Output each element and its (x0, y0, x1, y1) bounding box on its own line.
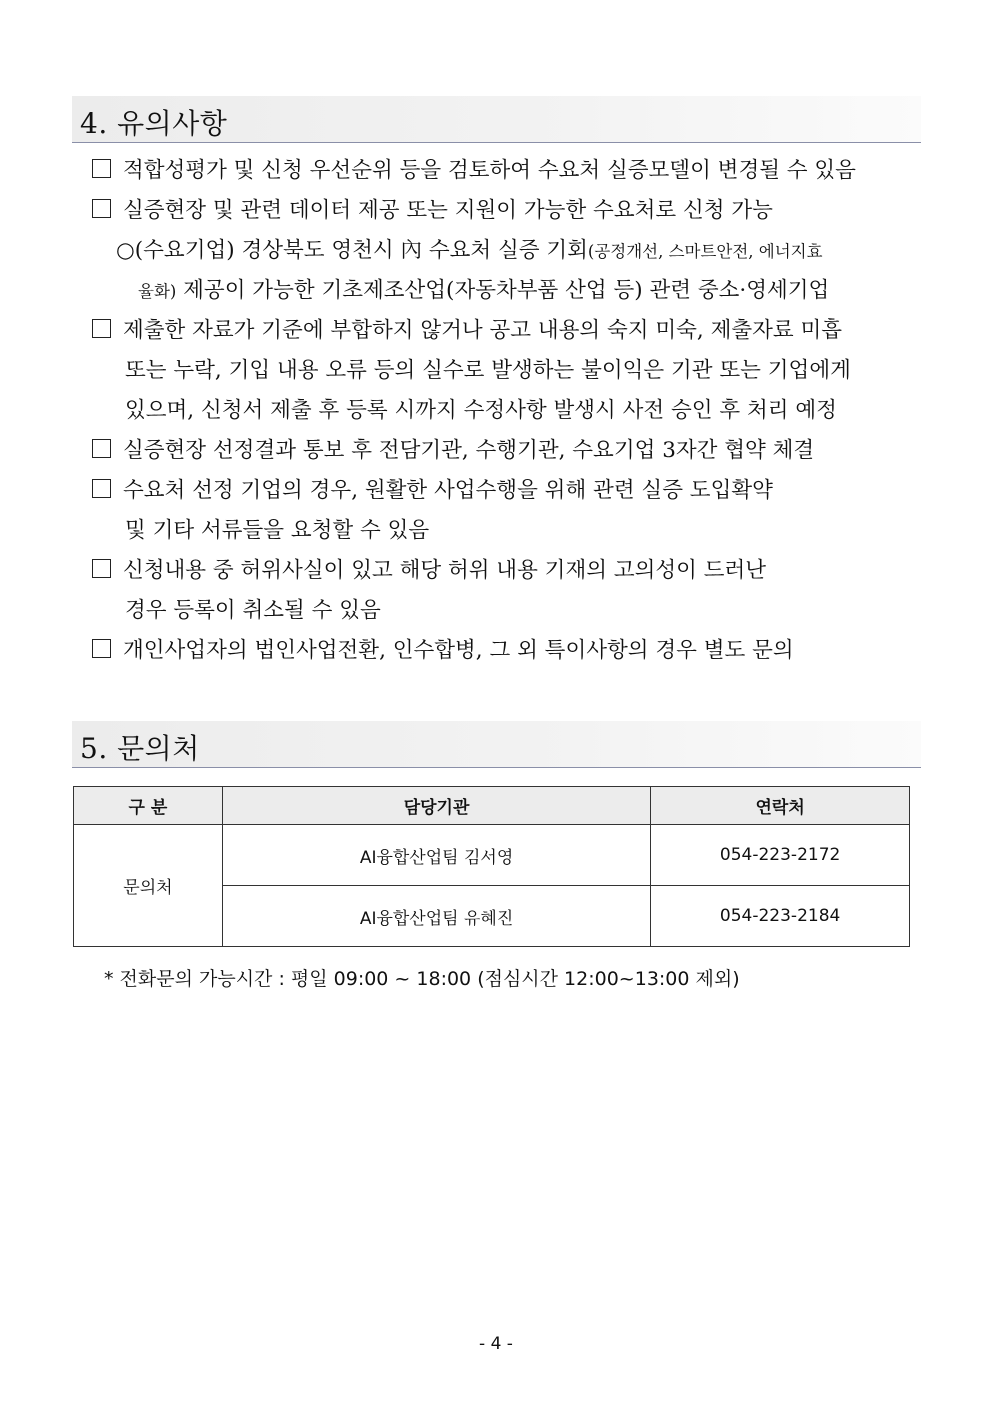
phone-cell: 054-223-2184 (651, 886, 910, 947)
column-header-category: 구 분 (74, 787, 223, 825)
contact-table (73, 786, 910, 947)
department-cell: AI융합산업팀 유혜진 (222, 886, 650, 947)
notice-item-continuation: 또는 누락, 기입 내용 오류 등의 실수로 발생하는 불이익은 기관 또는 기업에게 (125, 358, 851, 383)
page-number: - 4 - (479, 1334, 513, 1354)
notice-item-continuation: 경우 등록이 취소될 수 있음 (125, 598, 381, 623)
column-header-department: 담당기관 (222, 787, 650, 825)
column-header-contact: 연락처 (651, 787, 910, 825)
checkbox-square-icon (92, 439, 111, 458)
category-cell: 문의처 (74, 825, 223, 947)
notice-sub-item-continuation: 율화) 제공이 가능한 기초제조산업(자동차부품 산업 등) 관련 중소·영세기업 (138, 278, 830, 303)
notice-item: 신청내용 중 허위사실이 있고 해당 허위 내용 기재의 고의성이 드러난 (92, 556, 766, 586)
notice-item: 제출한 자료가 기준에 부합하지 않거나 공고 내용의 숙지 미숙, 제출자료 미흡 (92, 316, 842, 346)
notice-item: 실증현장 선정결과 통보 후 전담기관, 수행기관, 수요기업 3자간 협약 체결 (92, 436, 814, 466)
table-row (74, 825, 910, 886)
checkbox-square-icon (92, 319, 111, 338)
checkbox-square-icon (92, 559, 111, 578)
circle-bullet-icon: ○ (116, 238, 135, 263)
section-4-title: 4. 유의사항 (80, 107, 228, 140)
section-5-header (72, 721, 921, 768)
notice-item: 수요처 선정 기업의 경우, 원활한 사업수행을 위해 관련 실증 도입확약 (92, 476, 773, 506)
notice-item-continuation: 및 기타 서류들을 요청할 수 있음 (125, 518, 430, 543)
table-header-row (74, 787, 910, 825)
notice-sub-item: ○(수요기업) 경상북도 영천시 內 수요처 실증 기회(공정개선, 스마트안전, 에너지효 (116, 238, 823, 263)
notice-item: 개인사업자의 법인사업전환, 인수합병, 그 외 특이사항의 경우 별도 문의 (92, 636, 794, 666)
checkbox-square-icon (92, 479, 111, 498)
phone-hours-note: * 전화문의 가능시간 : 평일 09:00 ~ 18:00 (점심시간 12:00~13:00 제외) (104, 968, 740, 990)
department-cell: AI융합산업팀 김서영 (222, 825, 650, 886)
notice-item: 실증현장 및 관련 데이터 제공 또는 지원이 가능한 수요처로 신청 가능 (92, 196, 773, 226)
checkbox-square-icon (92, 199, 111, 218)
section-5-title: 5. 문의처 (80, 732, 200, 765)
notice-item: 적합성평가 및 신청 우선순위 등을 검토하여 수요처 실증모델이 변경될 수 있음 (92, 156, 856, 186)
checkbox-square-icon (92, 159, 111, 178)
section-4-header (72, 96, 921, 143)
phone-cell: 054-223-2172 (651, 825, 910, 886)
checkbox-square-icon (92, 639, 111, 658)
notice-item-continuation: 있으며, 신청서 제출 후 등록 시까지 수정사항 발생시 사전 승인 후 처리 예정 (125, 398, 837, 423)
